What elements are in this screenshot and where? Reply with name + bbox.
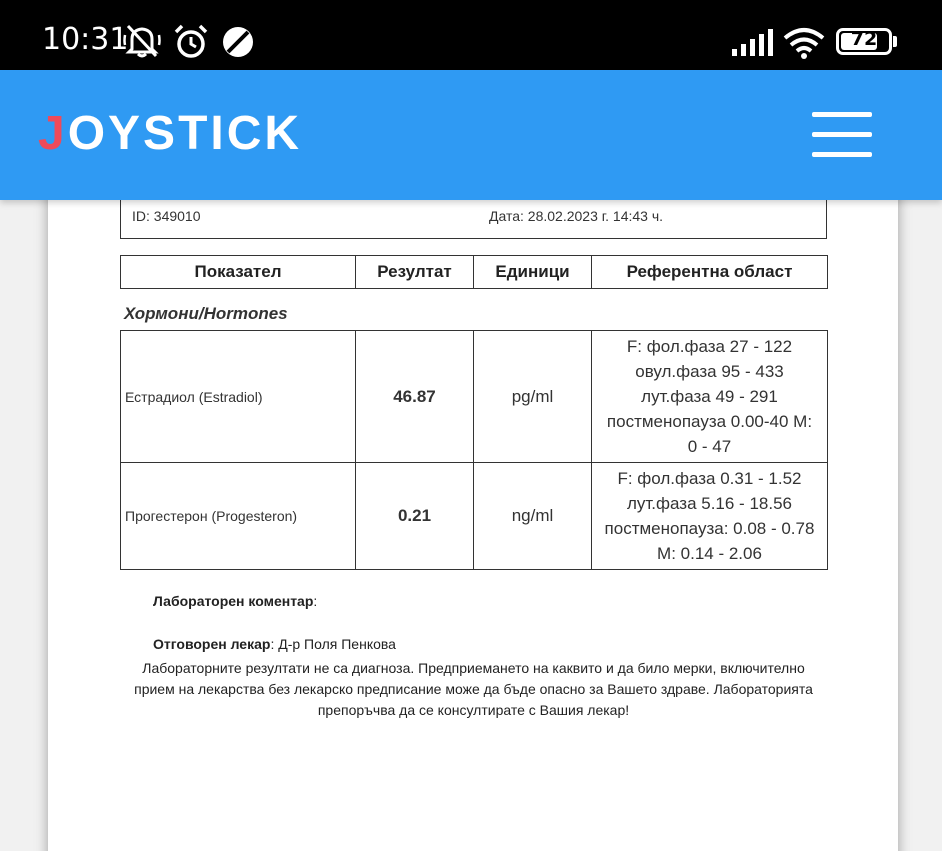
- report-date: Дата: 28.02.2023 г. 14:43 ч.: [489, 208, 664, 224]
- data-saver-icon: [220, 23, 256, 59]
- reference-line: овул.фаза 95 - 433: [635, 362, 784, 381]
- reference-line: F: фол.фаза 0.31 - 1.52: [617, 469, 802, 488]
- disclaimer-text: Лабораторните резултати не са диагноза. Предприемането на каквито и да било мерки, включително прием на лекарства без лекарско предписание може да бъде опасно за Вашето здраве. Лабораторията препоръчва да се консултирате с Вашия лекар!: [134, 660, 813, 718]
- table-row: [121, 463, 828, 570]
- column-header-units: Единици: [474, 256, 592, 289]
- reference-line: лут.фаза 49 - 291: [641, 387, 778, 406]
- signal-icon: [730, 29, 774, 57]
- report-id: ID: 349010: [132, 208, 201, 224]
- battery-icon: [836, 28, 892, 55]
- battery-level-text: 72: [850, 28, 878, 50]
- results-header-table: [120, 255, 828, 289]
- logo-first-letter: J: [38, 107, 68, 160]
- status-time: 10:31: [42, 22, 129, 57]
- logo-text: OYSTICK: [67, 107, 303, 160]
- reference-line: M: 0.14 - 2.06: [657, 544, 762, 563]
- result-value: 46.87: [356, 331, 474, 463]
- results-table: [120, 330, 828, 570]
- reference-line: лут.фаза 5.16 - 18.56: [626, 494, 792, 513]
- status-bar: [0, 0, 942, 70]
- column-header-reference: Референтна област: [592, 256, 828, 289]
- lab-comment: [153, 593, 317, 609]
- doctor-label: Отговорен лекар: [153, 636, 271, 652]
- table-row: [121, 331, 828, 463]
- lab-comment-separator: :: [313, 593, 318, 609]
- unit-value: pg/ml: [474, 331, 592, 463]
- reference-line: 0 - 47: [687, 437, 732, 456]
- hamburger-icon[interactable]: [812, 112, 874, 158]
- unit-value: ng/ml: [474, 463, 592, 570]
- reference-line: F: фол.фаза 27 - 122: [626, 337, 793, 356]
- doctor-name: : Д-р Поля Пенкова: [270, 636, 396, 652]
- alarm-icon: [172, 23, 210, 61]
- reference-range: [592, 463, 828, 570]
- column-header-indicator: Показател: [121, 256, 356, 289]
- section-title: Хормони/Hormones: [124, 304, 288, 323]
- result-value: 0.21: [356, 463, 474, 570]
- indicator-name: Естрадиол (Estradiol): [121, 331, 356, 463]
- wifi-icon: [782, 26, 826, 60]
- mute-icon: [122, 23, 162, 59]
- app-logo[interactable]: [38, 108, 302, 160]
- responsible-doctor: [153, 636, 396, 652]
- reference-line: постменопауза: 0.08 - 0.78: [604, 519, 815, 538]
- app-header: [0, 70, 942, 200]
- reference-line: постменопауза 0.00-40 M:: [606, 412, 813, 431]
- indicator-name: Прогестерон (Progesteron): [121, 463, 356, 570]
- reference-range: [592, 331, 828, 463]
- lab-comment-label: Лабораторен коментар: [153, 593, 314, 609]
- column-header-result: Резултат: [356, 256, 474, 289]
